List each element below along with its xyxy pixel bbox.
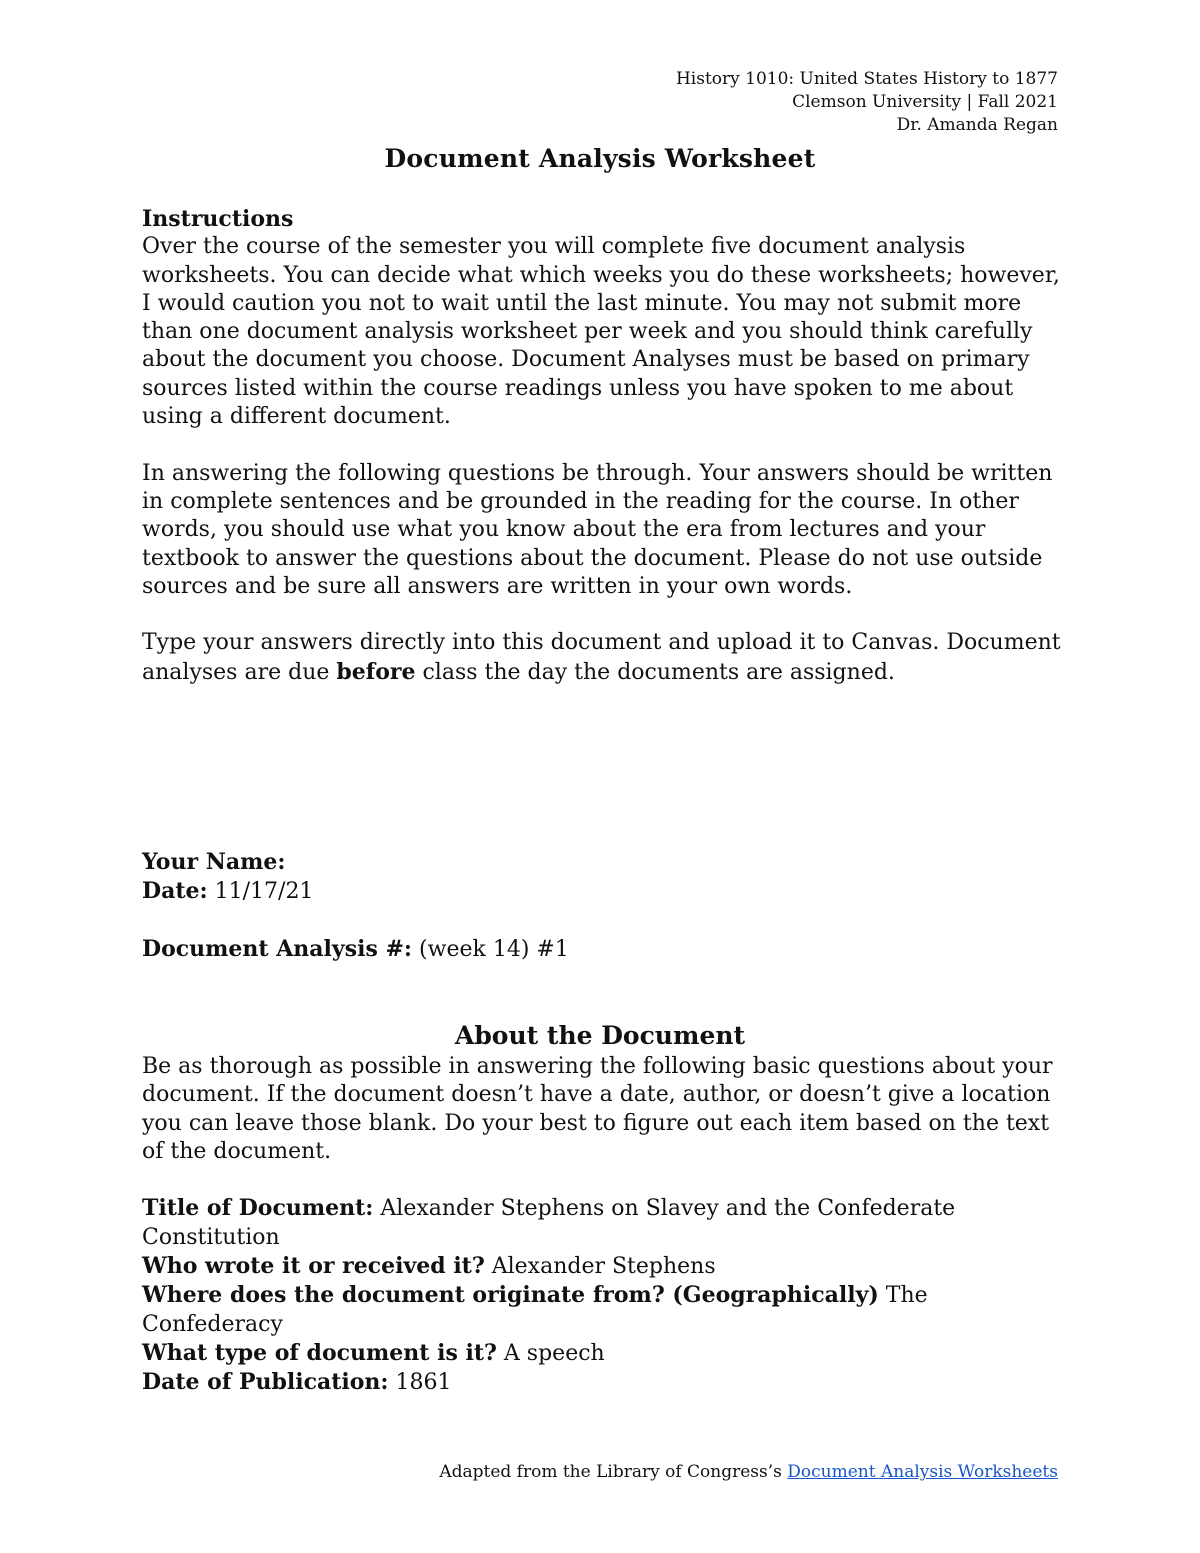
- your-name-line: [142, 848, 1072, 877]
- field-type-label: What type of document is it?: [142, 1339, 497, 1366]
- instructions-section: [142, 205, 1072, 687]
- field-type: [142, 1339, 1072, 1368]
- about-document-heading: About the Document: [454, 1021, 746, 1050]
- field-date: [142, 1368, 1072, 1397]
- field-title: [142, 1194, 1072, 1252]
- field-author: [142, 1252, 1072, 1281]
- analysis-number-line: [142, 935, 1072, 964]
- field-author-label: Who wrote it or received it?: [142, 1253, 485, 1280]
- date-label: Date:: [142, 878, 208, 905]
- field-origin-value[interactable]: The Confederacy: [142, 1283, 928, 1337]
- field-origin-label: Where does the document originate from? (Geographically): [142, 1282, 879, 1309]
- page-title: Document Analysis Worksheet: [384, 144, 816, 173]
- course-header: [676, 68, 1058, 137]
- about-document-section: [142, 1053, 1072, 1398]
- footer-attribution: [439, 1460, 1058, 1484]
- instructions-paragraph-1: Over the course of the semester you will complete five document analysis worksheets. You can decide what which weeks you do these worksheets; however, I would caution you not to wait until the last minute. You may not submit more than one document analysis worksheet per week and you should think carefully about the document you choose. Document Analyses must be based on primary sources listed within the course readings unless you have spoken to me about using a different document.: [142, 234, 1060, 430]
- university-term: Clemson University | Fall 2021: [792, 92, 1058, 112]
- date-line: [142, 877, 1072, 906]
- course-name: History 1010: United States History to 1877: [675, 69, 1058, 89]
- field-author-value[interactable]: Alexander Stephens: [491, 1254, 716, 1280]
- field-title-label: Title of Document:: [142, 1195, 374, 1222]
- instructions-paragraph-3-emphasis: before: [336, 658, 416, 685]
- footer-text: Adapted from the Library of Congress’s: [439, 1462, 788, 1482]
- instructor-name: Dr. Amanda Regan: [896, 115, 1058, 135]
- analysis-number-value[interactable]: (week 14) #1: [419, 936, 569, 962]
- field-date-value[interactable]: 1861: [395, 1370, 452, 1396]
- field-title-value[interactable]: Alexander Stephens on Slavey and the Confederate Constitution: [142, 1196, 956, 1250]
- worksheets-link[interactable]: Document Analysis Worksheets: [787, 1462, 1058, 1482]
- instructions-paragraph-3: [142, 629, 1072, 687]
- analysis-number-label: Document Analysis #:: [142, 935, 413, 962]
- instructions-paragraph-3-part2: class the day the documents are assigned.: [415, 659, 895, 685]
- about-intro: Be as thorough as possible in answering the following basic questions about your document. If the document doesn’t have a date, author, or doesn’t give a location you can leave those blank. Do your best to figure out each item based on the text of the document.: [142, 1054, 1053, 1164]
- instructions-heading: Instructions: [142, 206, 294, 232]
- your-name-label: Your Name:: [142, 849, 286, 875]
- field-origin: [142, 1281, 1072, 1339]
- instructions-paragraph-3-part1: Type your answers directly into this document and upload it to Canvas. Document analyses are due: [142, 630, 1061, 685]
- instructions-paragraph-2: In answering the following questions be through. Your answers should be written in complete sentences and be grounded in the reading for the course. In other words, you should use what you know about the era from lectures and your textbook to answer the questions about the document. Please do not use outside sources and be sure all answers are written in your own words.: [142, 460, 1053, 599]
- student-info-section: [142, 848, 1072, 964]
- field-date-label: Date of Publication:: [142, 1369, 389, 1396]
- field-type-value[interactable]: A speech: [503, 1340, 605, 1366]
- date-value[interactable]: 11/17/21: [214, 879, 314, 905]
